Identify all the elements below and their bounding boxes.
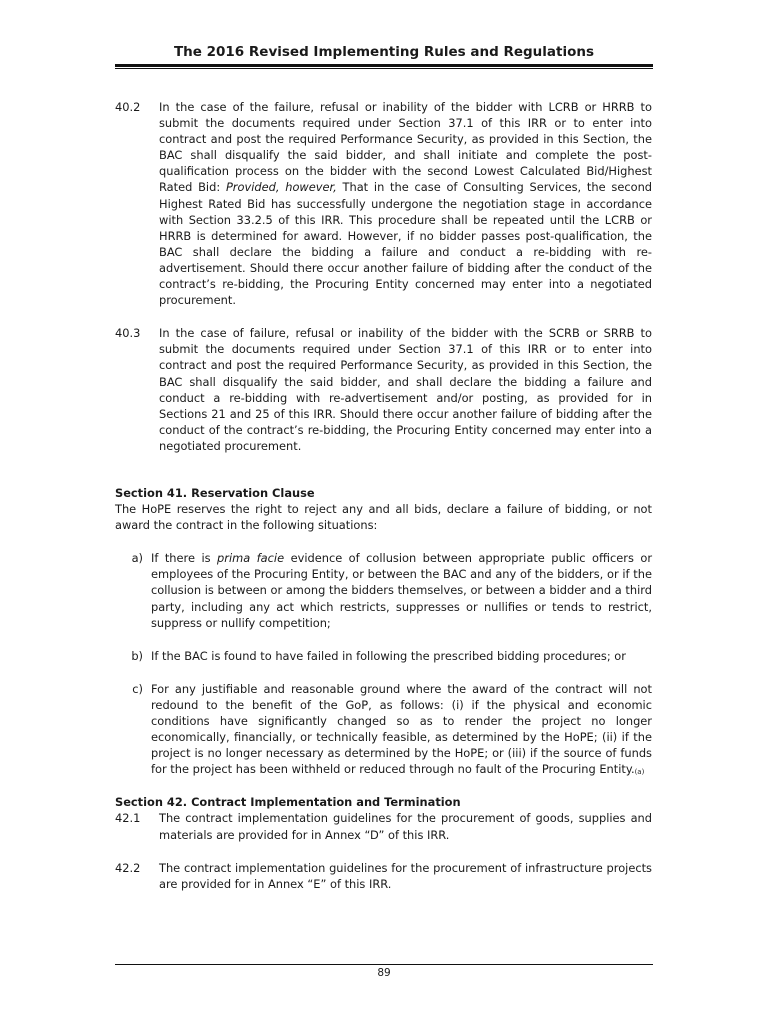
paragraph-40-2: [115, 99, 652, 308]
header-rule-thin: [115, 68, 653, 69]
section-41-heading: Section 41. Reservation Clause: [115, 485, 315, 500]
header-rule-thick: [115, 64, 653, 67]
paragraph-42-2: [115, 860, 652, 892]
emphasis-text: prima facie: [217, 551, 285, 566]
list-marker: c): [132, 681, 143, 696]
paragraph-text: The contract implementation guidelines for the procurement of infrastructure projects are provided for in Annex “E” of this IRR.: [159, 860, 652, 891]
list-item-text: For any justifiable and reasonable ground where the award of the contract will not redound to the benefit of the GoP, as follows: (i) if the physical and economic conditions have significantly changed so as to render the project no longer economically, financially, or technically feasible, as determined by the HoPE; (ii) if the project is no longer necessary as determined by the HoPE; or (iii) if the source of funds for the project has been withheld or reduced through no fault of the Procuring Entity.(a): [151, 681, 652, 777]
paragraph-40-3: [115, 325, 652, 454]
page-title: The 2016 Revised Implementing Rules and Regulations: [173, 44, 595, 60]
list-item-c: [115, 681, 652, 781]
section-42-heading: Section 42. Contract Implementation and Termination: [115, 795, 461, 810]
list-marker: b): [131, 648, 143, 663]
paragraph-number: 40.2: [115, 100, 141, 114]
footer-rule: [115, 964, 653, 965]
emphasis-text: Provided, however,: [225, 180, 337, 195]
list-item-a: [115, 550, 652, 630]
list-item-b: [115, 648, 652, 664]
list-item-text: If there is prima facie evidence of collusion between appropriate public officers or employees of the Procuring Entity, or between the BAC and any of the bidders, or if the collusion is between or among the bidders themselves, or between a bidder and a third party, including any act which restricts, suppresses or nullifies or tends to restrict, suppress or nullify competition;: [151, 551, 653, 630]
paragraph-number: 42.1: [115, 811, 141, 826]
section-41-intro: The HoPE reserves the right to reject any and all bids, declare a failure of bidding, or not award the contract in the following situations:: [115, 502, 652, 533]
paragraph-number: 42.2: [115, 860, 141, 875]
paragraph-text: In the case of the failure, refusal or inability of the bidder with LCRB or HRRB to submit the documents required under Section 37.1 of this IRR or to enter into contract and post the required Performance Security, as provided in this Section, the BAC shall disqualify the said bidder, and shall initiate and complete the post-qualification process on the bidder with the second Lowest Calculated Bid/Highest Rated Bid: Provided, however, That in the case of Consulting Services, the second Highest Rated Bid has successfully undergone the negotiation stage in accordance with Section 33.2.5 of this IRR. This procedure shall be repeated until the LCRB or HRRB is determined for award. However, if no bidder passes post-qualification, the BAC shall declare the bidding a failure and conduct a re-bidding with re-advertisement. Should there occur another failure of bidding after the conduct of the contract’s re-bidding, the Procuring Entity concerned may enter into a negotiated procurement.: [159, 100, 653, 308]
paragraph-42-1: [115, 810, 652, 842]
list-item-text: If the BAC is found to have failed in following the prescribed bidding procedures; or: [151, 648, 626, 663]
list-marker: a): [131, 551, 143, 566]
document-body: [115, 99, 652, 892]
paragraph-text: The contract implementation guidelines for the procurement of goods, supplies and materials are provided for in Annex “D” of this IRR.: [159, 811, 652, 842]
paragraph-number: 40.3: [115, 326, 141, 341]
page-header: [115, 40, 653, 60]
page-number: 89: [377, 967, 391, 979]
amendment-note: (a): [634, 768, 645, 777]
paragraph-text: In the case of failure, refusal or inability of the bidder with the SCRB or SRRB to submit the documents required under Section 37.1 of this IRR or to enter into contract and post the required Performance Security, as provided in this Section, the BAC shall disqualify the said bidder, and shall declare the bidding a failure and conduct a re-bidding with re-advertisement and/or posting, as provided for in Sections 21 and 25 of this IRR. Should there occur another failure of bidding after the conduct of the contract’s re-bidding, the Procuring Entity concerned may enter into a negotiated procurement.: [159, 326, 652, 453]
